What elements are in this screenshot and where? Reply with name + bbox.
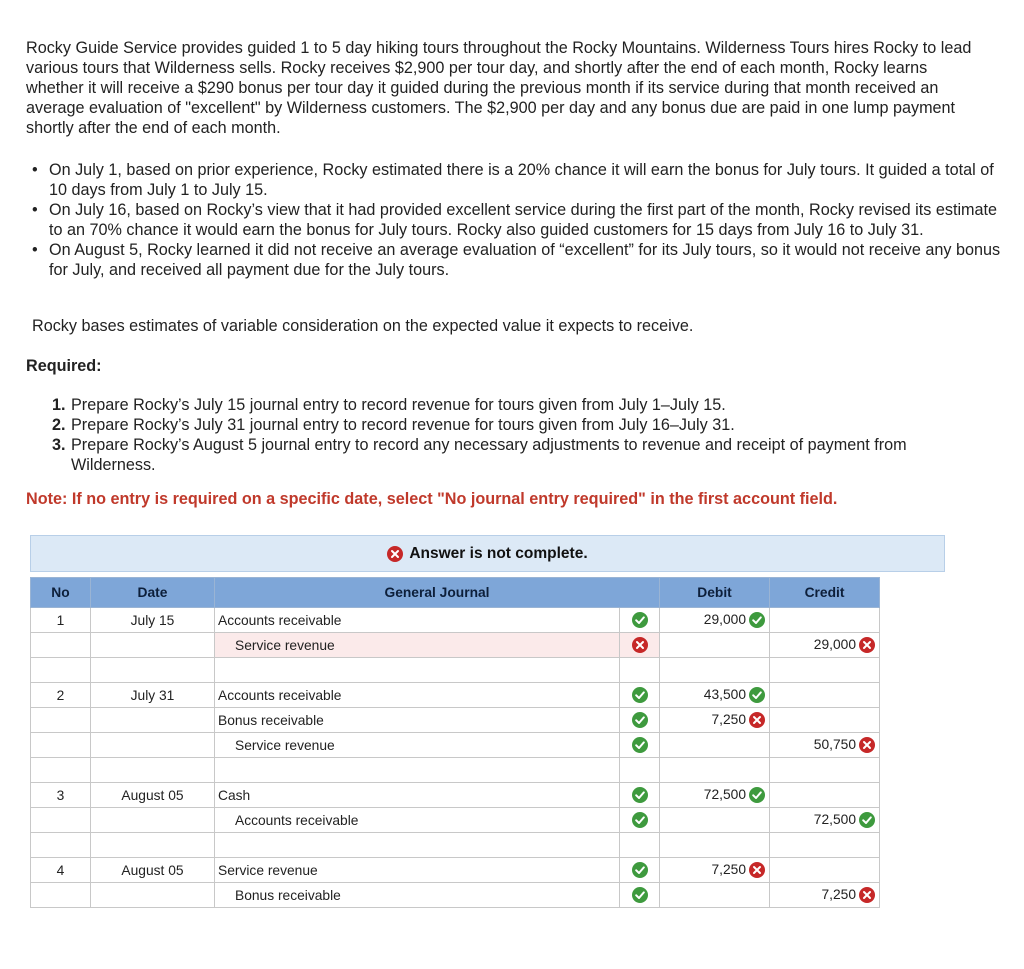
credit-field[interactable] bbox=[770, 783, 880, 808]
empty-cell bbox=[770, 833, 880, 858]
required-text: Prepare Rocky’s July 31 journal entry to record revenue for tours given from July 16–July 31. bbox=[71, 416, 735, 434]
account-status bbox=[620, 708, 660, 733]
debit-field[interactable] bbox=[660, 683, 770, 708]
col-header-debit: Debit bbox=[660, 578, 770, 608]
debit-field[interactable] bbox=[660, 708, 770, 733]
journal-table bbox=[30, 577, 880, 908]
debit-field[interactable] bbox=[660, 783, 770, 808]
empty-cell bbox=[660, 833, 770, 858]
journal-row bbox=[31, 808, 880, 833]
entry-date[interactable] bbox=[91, 708, 215, 733]
empty-cell bbox=[620, 658, 660, 683]
col-header-general-journal: General Journal bbox=[215, 578, 660, 608]
credit-field[interactable] bbox=[770, 608, 880, 633]
col-header-credit: Credit bbox=[770, 578, 880, 608]
x-circle-icon bbox=[859, 737, 875, 753]
account-field[interactable]: Service revenue bbox=[215, 633, 620, 658]
entry-number bbox=[31, 883, 91, 908]
journal-spacer-row bbox=[31, 658, 880, 683]
account-field[interactable]: Accounts receivable bbox=[215, 608, 620, 633]
account-status bbox=[620, 683, 660, 708]
credit-value: 72,500 bbox=[813, 811, 856, 827]
required-number: 1. bbox=[52, 396, 66, 414]
credit-field[interactable] bbox=[770, 883, 880, 908]
check-circle-icon bbox=[632, 612, 648, 628]
credit-field[interactable] bbox=[770, 808, 880, 833]
check-circle-icon bbox=[749, 787, 765, 803]
entry-date[interactable]: July 31 bbox=[91, 683, 215, 708]
journal-row bbox=[31, 858, 880, 883]
check-circle-icon bbox=[859, 812, 875, 828]
estimate-basis: Rocky bases estimates of variable consideration on the expected value it expects to receive. bbox=[32, 317, 694, 335]
account-status bbox=[620, 783, 660, 808]
check-circle-icon bbox=[632, 687, 648, 703]
debit-value: 7,250 bbox=[711, 711, 746, 727]
bullet-item: • On July 1, based on prior experience, Rocky estimated there is a 20% chance it will earn the bonus for July tours. It guided a total of 10 days from July 1 to July 15. bbox=[26, 160, 1001, 200]
entry-number: 3 bbox=[31, 783, 91, 808]
check-circle-icon bbox=[632, 812, 648, 828]
journal-row bbox=[31, 633, 880, 658]
col-header-no: No bbox=[31, 578, 91, 608]
x-circle-icon bbox=[387, 546, 403, 562]
bullet-item: • On August 5, Rocky learned it did not receive an average evaluation of “excellent” for its July tours, so it would not receive any bonus for July, and received all payment due for the July tours. bbox=[26, 240, 1001, 280]
credit-field[interactable] bbox=[770, 633, 880, 658]
account-field[interactable]: Bonus receivable bbox=[215, 883, 620, 908]
required-list bbox=[52, 395, 982, 475]
empty-cell bbox=[91, 658, 215, 683]
account-status bbox=[620, 883, 660, 908]
entry-date[interactable] bbox=[91, 733, 215, 758]
debit-field[interactable] bbox=[660, 858, 770, 883]
required-item bbox=[52, 435, 982, 475]
credit-field[interactable] bbox=[770, 733, 880, 758]
debit-field[interactable] bbox=[660, 883, 770, 908]
entry-number bbox=[31, 808, 91, 833]
answer-status-banner bbox=[30, 535, 945, 572]
credit-field[interactable] bbox=[770, 858, 880, 883]
debit-field[interactable] bbox=[660, 608, 770, 633]
problem-intro: Rocky Guide Service provides guided 1 to 5 day hiking tours throughout the Rocky Mountains. Wilderness Tours hires Rocky to lead various tours that Wilderness sells. Rocky receives $2,900 per tour day, and shortly after the end of each month, Rocky learns whether it will receive a $290 bonus per tour day it guided during the previous month if its service during that month received an average evaluation of "excellent" by Wilderness customers. The $2,900 per day and any bonus due are paid in one lump payment shortly after the end of each month. bbox=[26, 39, 972, 137]
empty-cell bbox=[215, 758, 620, 783]
debit-value: 7,250 bbox=[711, 861, 746, 877]
account-field[interactable]: Accounts receivable bbox=[215, 808, 620, 833]
empty-cell bbox=[620, 833, 660, 858]
journal-row bbox=[31, 733, 880, 758]
debit-value: 29,000 bbox=[703, 611, 746, 627]
instruction-note: Note: If no entry is required on a specific date, select "No journal entry required" in the first account field. bbox=[26, 490, 838, 508]
problem-bullets bbox=[26, 160, 1001, 280]
empty-cell bbox=[215, 658, 620, 683]
entry-date[interactable] bbox=[91, 808, 215, 833]
empty-cell bbox=[91, 833, 215, 858]
check-circle-icon bbox=[632, 787, 648, 803]
entry-date[interactable]: August 05 bbox=[91, 783, 215, 808]
account-field[interactable]: Bonus receivable bbox=[215, 708, 620, 733]
journal-row bbox=[31, 883, 880, 908]
journal-body bbox=[31, 608, 880, 908]
entry-date[interactable]: August 05 bbox=[91, 858, 215, 883]
x-circle-icon bbox=[859, 887, 875, 903]
required-heading: Required: bbox=[26, 357, 102, 375]
credit-field[interactable] bbox=[770, 708, 880, 733]
credit-field[interactable] bbox=[770, 683, 880, 708]
answer-status-text: Answer is not complete. bbox=[409, 544, 588, 562]
entry-date[interactable] bbox=[91, 633, 215, 658]
bullet-item: • On July 16, based on Rocky’s view that it had provided excellent service during the first part of the month, Rocky revised its estimate to an 70% chance it would earn the bonus for July tours. Rocky also guided customers for 15 days from July 16 to July 31. bbox=[26, 200, 1001, 240]
account-status bbox=[620, 733, 660, 758]
entry-number bbox=[31, 733, 91, 758]
account-field[interactable]: Accounts receivable bbox=[215, 683, 620, 708]
journal-row bbox=[31, 608, 880, 633]
credit-value: 7,250 bbox=[821, 886, 856, 902]
journal-row bbox=[31, 683, 880, 708]
check-circle-icon bbox=[632, 862, 648, 878]
empty-cell bbox=[620, 758, 660, 783]
account-field[interactable]: Service revenue bbox=[215, 858, 620, 883]
account-status bbox=[620, 858, 660, 883]
debit-field[interactable] bbox=[660, 633, 770, 658]
x-circle-icon bbox=[749, 862, 765, 878]
account-status bbox=[620, 608, 660, 633]
check-circle-icon bbox=[749, 687, 765, 703]
check-circle-icon bbox=[749, 612, 765, 628]
account-status bbox=[620, 633, 660, 658]
entry-number: 2 bbox=[31, 683, 91, 708]
empty-cell bbox=[660, 658, 770, 683]
empty-cell bbox=[215, 833, 620, 858]
col-header-date: Date bbox=[91, 578, 215, 608]
check-circle-icon bbox=[632, 887, 648, 903]
empty-cell bbox=[91, 758, 215, 783]
account-field[interactable]: Service revenue bbox=[215, 733, 620, 758]
debit-field[interactable] bbox=[660, 808, 770, 833]
x-circle-icon bbox=[749, 712, 765, 728]
check-circle-icon bbox=[632, 737, 648, 753]
debit-value: 43,500 bbox=[703, 686, 746, 702]
required-item bbox=[52, 415, 982, 435]
journal-row bbox=[31, 783, 880, 808]
entry-number: 4 bbox=[31, 858, 91, 883]
x-circle-icon bbox=[632, 637, 648, 653]
debit-field[interactable] bbox=[660, 733, 770, 758]
entry-number bbox=[31, 633, 91, 658]
empty-cell bbox=[31, 833, 91, 858]
empty-cell bbox=[770, 758, 880, 783]
entry-number bbox=[31, 708, 91, 733]
account-field[interactable]: Cash bbox=[215, 783, 620, 808]
required-number: 2. bbox=[52, 416, 66, 434]
required-text: Prepare Rocky’s August 5 journal entry to record any necessary adjustments to revenue and receipt of payment from Wilderness. bbox=[71, 436, 907, 474]
journal-row bbox=[31, 708, 880, 733]
empty-cell bbox=[31, 758, 91, 783]
empty-cell bbox=[660, 758, 770, 783]
check-circle-icon bbox=[632, 712, 648, 728]
journal-spacer-row bbox=[31, 758, 880, 783]
empty-cell bbox=[31, 658, 91, 683]
x-circle-icon bbox=[859, 637, 875, 653]
entry-number: 1 bbox=[31, 608, 91, 633]
credit-value: 29,000 bbox=[813, 636, 856, 652]
required-number: 3. bbox=[52, 436, 66, 454]
required-text: Prepare Rocky’s July 15 journal entry to record revenue for tours given from July 1–July 15. bbox=[71, 396, 726, 414]
debit-value: 72,500 bbox=[703, 786, 746, 802]
entry-date[interactable] bbox=[91, 883, 215, 908]
required-item bbox=[52, 395, 982, 415]
entry-date[interactable]: July 15 bbox=[91, 608, 215, 633]
credit-value: 50,750 bbox=[813, 736, 856, 752]
journal-spacer-row bbox=[31, 833, 880, 858]
empty-cell bbox=[770, 658, 880, 683]
account-status bbox=[620, 808, 660, 833]
